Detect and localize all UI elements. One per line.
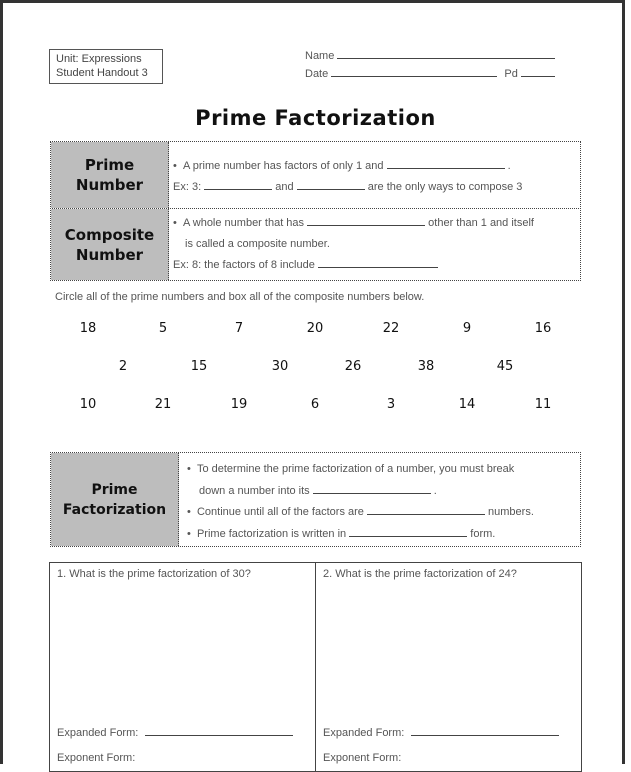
prime-bullet: • A prime number has factors of only 1 and .	[173, 160, 511, 172]
number-item[interactable]: 30	[271, 359, 289, 374]
number-item[interactable]: 45	[496, 359, 514, 374]
number-item[interactable]: 5	[158, 321, 168, 336]
prime-example-end: are the only ways to compose 3	[367, 181, 523, 193]
pf-bullet-2-text: Continue until all of the factors are	[196, 506, 364, 518]
composite-example	[173, 255, 576, 276]
prime-factorization-box	[50, 452, 581, 547]
date-label: Date	[305, 68, 329, 80]
exponent-form-label: Exponent Form:	[323, 752, 402, 764]
q2-expanded-form[interactable]	[323, 725, 559, 739]
pf-bullet-1-end: .	[433, 484, 437, 497]
number-item[interactable]: 11	[534, 397, 552, 412]
number-item[interactable]: 3	[386, 397, 396, 412]
composite-example-blank[interactable]	[318, 257, 438, 268]
expanded-form-label: Expanded Form:	[323, 727, 405, 739]
prime-number-text	[173, 156, 576, 198]
date-blank[interactable]	[331, 66, 497, 77]
pf-bullet-2-end: numbers.	[488, 506, 534, 518]
instructions: Circle all of the prime numbers and box all of the composite numbers below.	[55, 291, 425, 303]
composite-number-label	[51, 209, 169, 280]
pd-blank[interactable]	[521, 66, 555, 77]
q1-expanded-form[interactable]	[57, 725, 293, 739]
number-item[interactable]: 26	[344, 359, 362, 374]
prime-number-label	[51, 142, 169, 208]
pf-bullet-1-cont	[187, 481, 576, 503]
number-item[interactable]: 19	[230, 397, 248, 412]
prime-blank[interactable]	[387, 158, 505, 169]
pf-blank-3[interactable]	[349, 526, 467, 537]
question-2: 2. What is the prime factorization of 24?	[323, 568, 517, 580]
prime-bullet-end: .	[507, 160, 511, 172]
number-item[interactable]: 38	[417, 359, 435, 374]
composite-bullet-start: A whole number that has	[182, 217, 305, 229]
number-item[interactable]: 7	[234, 321, 244, 336]
question-1: 1. What is the prime factorization of 30?	[57, 568, 251, 580]
number-item[interactable]: 9	[462, 321, 472, 336]
label-line: Factorization	[62, 501, 167, 518]
prime-example-start: Ex: 3:	[173, 181, 202, 193]
number-item[interactable]: 14	[458, 397, 476, 412]
label-line: Prime	[91, 481, 138, 498]
number-item[interactable]: 6	[310, 397, 320, 412]
number-item[interactable]: 2	[118, 359, 128, 374]
pd-label: Pd	[504, 68, 518, 80]
q2-exponent-form[interactable]	[323, 752, 401, 764]
expanded-form-label: Expanded Form:	[57, 727, 139, 739]
prime-factorization-label	[51, 453, 179, 546]
handout-line: Student Handout 3	[56, 67, 148, 79]
name-field[interactable]	[305, 48, 555, 62]
label-line: Number	[75, 245, 144, 264]
pf-bullet-3: • Prime factorization is written in form.	[187, 527, 496, 540]
date-field[interactable]	[305, 66, 555, 80]
pf-bullet-3-end: form.	[470, 527, 496, 540]
pf-blank-1[interactable]	[313, 483, 431, 494]
number-item[interactable]: 21	[154, 397, 172, 412]
pf-bullet-3-text: Prime factorization is written in	[196, 527, 347, 540]
exponent-form-label: Exponent Form:	[57, 752, 136, 764]
name-label: Name	[305, 50, 335, 62]
page-title: Prime Factorization	[195, 106, 436, 130]
prime-example-blank-1[interactable]	[204, 179, 272, 190]
composite-example-text: Ex: 8: the factors of 8 include	[173, 259, 315, 271]
number-item[interactable]: 15	[190, 359, 208, 374]
number-item[interactable]: 18	[79, 321, 97, 336]
prime-example-blank-2[interactable]	[297, 179, 365, 190]
composite-number-text	[173, 213, 576, 276]
composite-bullet: • A whole number that has other than 1 and itself	[173, 217, 534, 229]
q2-expanded-blank[interactable]	[411, 725, 559, 736]
q1-exponent-form[interactable]	[57, 752, 135, 764]
q1-expanded-blank[interactable]	[145, 725, 293, 736]
number-item[interactable]: 10	[79, 397, 97, 412]
label-line: Prime	[84, 156, 135, 174]
unit-line: Unit: Expressions	[56, 53, 142, 65]
name-blank[interactable]	[337, 48, 555, 59]
composite-number-box	[50, 208, 581, 281]
prime-factorization-text	[187, 459, 576, 545]
questions-divider	[315, 563, 316, 771]
questions-box	[49, 562, 582, 772]
prime-example-and: and	[275, 181, 294, 193]
prime-example	[173, 177, 576, 198]
label-line: Composite	[64, 225, 155, 244]
composite-bullet-end: other than 1 and itself	[428, 217, 534, 229]
composite-blank[interactable]	[307, 215, 425, 226]
composite-bullet-cont: is called a composite number.	[185, 238, 330, 250]
pf-bullet-1: • To determine the prime factorization of a number, you must break	[187, 463, 515, 475]
prime-bullet-text: A prime number has factors of only 1 and	[182, 160, 384, 172]
number-item[interactable]: 20	[306, 321, 324, 336]
pf-bullet-1-text: To determine the prime factorization of a number, you must break	[196, 463, 515, 475]
pf-blank-2[interactable]	[367, 504, 485, 515]
unit-box	[49, 49, 163, 84]
label-line: Number	[75, 176, 144, 194]
number-item[interactable]: 22	[382, 321, 400, 336]
pf-bullet-2: • Continue until all of the factors are numbers.	[187, 506, 534, 518]
pf-bullet-1-cont-text: down a number into its	[199, 484, 310, 497]
number-item[interactable]: 16	[534, 321, 552, 336]
prime-number-box	[50, 141, 581, 209]
